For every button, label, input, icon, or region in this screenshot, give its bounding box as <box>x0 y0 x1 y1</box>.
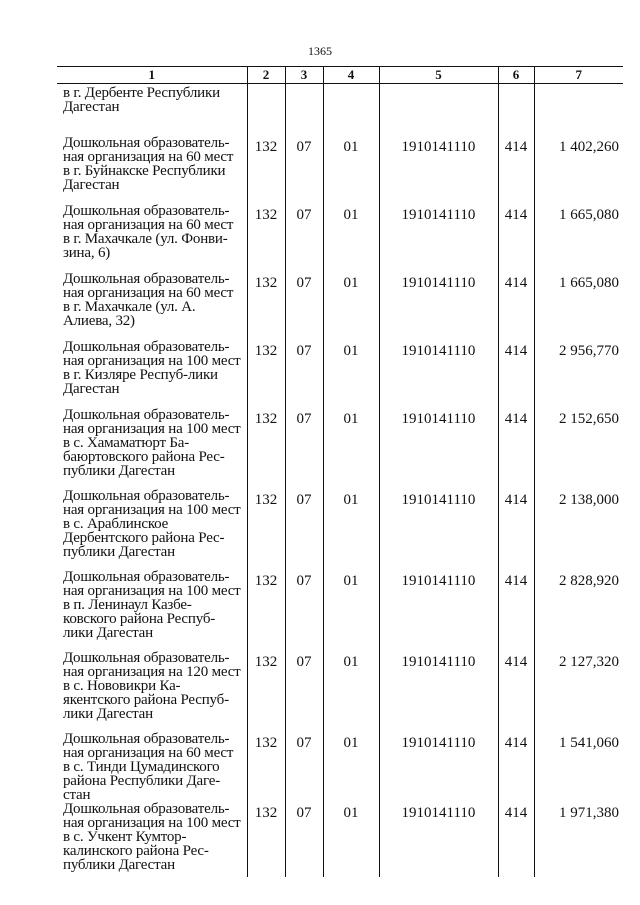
cell-ministry-code: 132 <box>247 570 285 651</box>
table-row <box>57 651 623 732</box>
cell-amount <box>534 84 623 137</box>
cell-section <box>285 84 323 137</box>
cell-subsection: 01 <box>323 136 379 204</box>
page-number: 1365 <box>308 44 332 58</box>
cell-ministry-code: 132 <box>247 340 285 408</box>
cell-expense-type: 414 <box>498 408 534 489</box>
row-description: в г. Дербенте Республики Дагестан <box>63 85 220 115</box>
cell-target-article: 1910141110 <box>379 340 498 408</box>
cell-expense-type: 414 <box>498 489 534 570</box>
row-description: Дошкольная образователь-ная организация на 100 мест в п. Ленинаул Казбе-ковского района Респуб-лики Дагестан <box>63 569 241 641</box>
row-description: Дошкольная образователь-ная организация на 60 мест в г. Махачкале (ул. Фонви-зина, 6) <box>63 203 234 261</box>
cell-target-article: 1910141110 <box>379 272 498 340</box>
table-header-row <box>57 67 623 84</box>
cell-subsection: 01 <box>323 408 379 489</box>
row-description: Дошкольная образователь-ная организация на 120 мест в с. Нововикри Ка-якентского района Респуб-лики Дагестан <box>63 650 241 722</box>
cell-amount: 2 152,650 <box>534 408 623 489</box>
cell-ministry-code: 132 <box>247 272 285 340</box>
column-header: 2 <box>247 67 285 84</box>
column-header: 1 <box>57 67 247 84</box>
cell-target-article: 1910141110 <box>379 136 498 204</box>
cell-target-article: 1910141110 <box>379 570 498 651</box>
cell-expense-type: 414 <box>498 136 534 204</box>
cell-target-article: 1910141110 <box>379 408 498 489</box>
column-header: 5 <box>379 67 498 84</box>
table-row <box>57 570 623 651</box>
cell-amount: 1 665,080 <box>534 272 623 340</box>
cell-subsection <box>323 84 379 137</box>
row-description: Дошкольная образователь-ная организация на 100 мест в с. Араблинское Дербентского района Рес-публики Дагестан <box>63 488 241 560</box>
cell-expense-type: 414 <box>498 732 534 802</box>
cell-ministry-code: 132 <box>247 651 285 732</box>
cell-section: 07 <box>285 651 323 732</box>
cell-ministry-code: 132 <box>247 732 285 802</box>
table-row <box>57 340 623 408</box>
cell-target-article: 1910141110 <box>379 802 498 877</box>
cell-section: 07 <box>285 204 323 272</box>
cell-section: 07 <box>285 570 323 651</box>
cell-ministry-code: 132 <box>247 204 285 272</box>
row-description: Дошкольная образователь-ная организация на 100 мест в с. Учкент Кумтор-калинского района Рес-публики Дагестан <box>63 801 241 873</box>
cell-expense-type: 414 <box>498 570 534 651</box>
table-row <box>57 136 623 204</box>
cell-expense-type: 414 <box>498 272 534 340</box>
cell-subsection: 01 <box>323 489 379 570</box>
cell-subsection: 01 <box>323 651 379 732</box>
budget-table <box>57 66 623 877</box>
cell-subsection: 01 <box>323 340 379 408</box>
table-row <box>57 408 623 489</box>
cell-section: 07 <box>285 802 323 877</box>
cell-expense-type: 414 <box>498 651 534 732</box>
cell-section: 07 <box>285 340 323 408</box>
cell-amount: 1 402,260 <box>534 136 623 204</box>
row-description: Дошкольная образователь-ная организация на 60 мест в г. Махачкале (ул. А. Алиева, 32) <box>63 271 234 329</box>
cell-amount: 1 665,080 <box>534 204 623 272</box>
cell-amount: 2 828,920 <box>534 570 623 651</box>
cell-expense-type: 414 <box>498 340 534 408</box>
cell-target-article: 1910141110 <box>379 204 498 272</box>
cell-amount: 2 956,770 <box>534 340 623 408</box>
table-row <box>57 732 623 802</box>
column-header: 7 <box>534 67 623 84</box>
cell-subsection: 01 <box>323 204 379 272</box>
cell-expense-type: 414 <box>498 204 534 272</box>
budget-table-container <box>57 66 623 873</box>
cell-section: 07 <box>285 272 323 340</box>
cell-expense-type <box>498 84 534 137</box>
cell-amount: 1 971,380 <box>534 802 623 877</box>
table-row <box>57 489 623 570</box>
cell-amount: 1 541,060 <box>534 732 623 802</box>
table-row <box>57 802 623 877</box>
cell-section: 07 <box>285 136 323 204</box>
cell-ministry-code: 132 <box>247 802 285 877</box>
cell-ministry-code: 132 <box>247 489 285 570</box>
table-row <box>57 84 623 137</box>
cell-subsection: 01 <box>323 272 379 340</box>
column-header: 6 <box>498 67 534 84</box>
cell-ministry-code <box>247 84 285 137</box>
cell-amount: 2 127,320 <box>534 651 623 732</box>
cell-target-article: 1910141110 <box>379 489 498 570</box>
cell-target-article: 1910141110 <box>379 732 498 802</box>
row-description: Дошкольная образователь-ная организация на 60 мест в г. Буйнакске Республики Дагестан <box>63 135 234 193</box>
column-header: 4 <box>323 67 379 84</box>
row-description: Дошкольная образователь-ная организация на 60 мест в с. Тинди Цумадинского района Республики Даге-стан <box>63 731 234 803</box>
cell-ministry-code: 132 <box>247 408 285 489</box>
cell-subsection: 01 <box>323 732 379 802</box>
cell-section: 07 <box>285 408 323 489</box>
cell-expense-type: 414 <box>498 802 534 877</box>
cell-subsection: 01 <box>323 802 379 877</box>
cell-amount: 2 138,000 <box>534 489 623 570</box>
table-row <box>57 272 623 340</box>
cell-ministry-code: 132 <box>247 136 285 204</box>
table-row <box>57 204 623 272</box>
cell-target-article: 1910141110 <box>379 651 498 732</box>
row-description: Дошкольная образователь-ная организация на 100 мест в с. Хамаматюрт Ба-баюртовского района Рес-публики Дагестан <box>63 407 241 479</box>
cell-section: 07 <box>285 489 323 570</box>
cell-target-article <box>379 84 498 137</box>
cell-section: 07 <box>285 732 323 802</box>
row-description: Дошкольная образователь-ная организация на 100 мест в г. Кизляре Респуб-лики Дагестан <box>63 339 241 397</box>
cell-subsection: 01 <box>323 570 379 651</box>
column-header: 3 <box>285 67 323 84</box>
